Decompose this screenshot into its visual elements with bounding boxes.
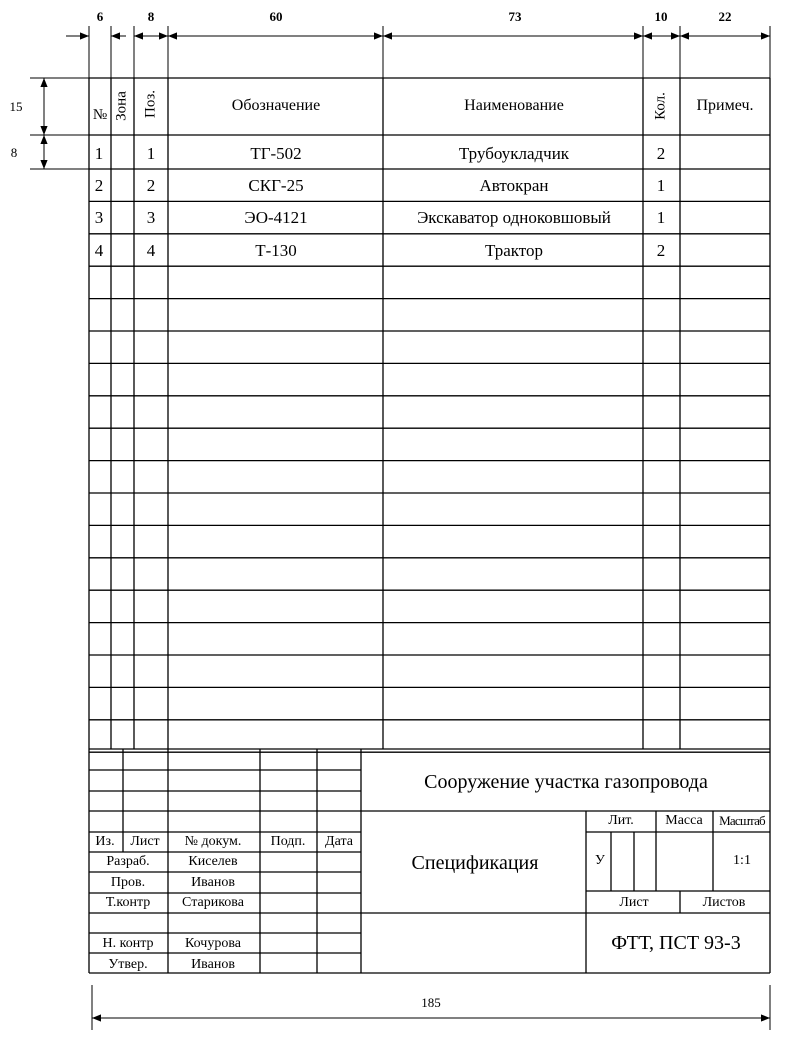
document-name: Спецификация bbox=[411, 852, 539, 874]
role-checker: Пров. bbox=[110, 875, 146, 890]
header-designation: Обозначение bbox=[231, 97, 321, 114]
row-1-designation: ТГ-502 bbox=[250, 144, 302, 163]
row-1-num: 1 bbox=[94, 144, 104, 163]
row-1-pos: 1 bbox=[146, 144, 156, 163]
person-developer: Киселев bbox=[188, 854, 238, 869]
col-sign-label: Подп. bbox=[270, 834, 306, 849]
scale-label: Масштаб bbox=[719, 813, 765, 828]
row-3-qty: 1 bbox=[656, 208, 666, 227]
dim-label-8: 8 bbox=[147, 9, 155, 24]
header-qty: Кол. bbox=[652, 92, 669, 120]
role-approver: Утвер. bbox=[108, 957, 148, 972]
col-date-label: Дата bbox=[325, 834, 353, 849]
row-4-qty: 2 bbox=[656, 241, 666, 260]
organization: ФТТ, ПСТ 93-3 bbox=[611, 932, 741, 954]
row-2-name: Автокран bbox=[479, 176, 549, 195]
dim-label-8-row: 8 bbox=[10, 145, 18, 160]
lit-value: У bbox=[595, 853, 605, 868]
row-2-designation: СКГ-25 bbox=[248, 176, 304, 195]
col-izm-label: Из. bbox=[95, 834, 115, 849]
role-developer: Разраб. bbox=[106, 854, 150, 869]
row-3-name: Экскаватор одноковшовый bbox=[417, 208, 611, 227]
sheet-label: Лист bbox=[619, 895, 649, 910]
dim-label-6: 6 bbox=[96, 9, 104, 24]
header-pos: Поз. bbox=[142, 89, 159, 119]
lit-label: Лит. bbox=[608, 813, 634, 828]
person-checker: Иванов bbox=[191, 875, 235, 890]
header-zone: Зона bbox=[113, 91, 130, 121]
col-docnum-label: № докум. bbox=[184, 834, 242, 849]
col-list-label: Лист bbox=[130, 834, 160, 849]
mass-label: Масса bbox=[665, 813, 703, 828]
row-4-designation: Т-130 bbox=[255, 241, 297, 260]
header-num: № bbox=[92, 107, 108, 123]
row-2-pos: 2 bbox=[146, 176, 156, 195]
dim-label-73: 73 bbox=[508, 9, 522, 24]
header-note: Примеч. bbox=[696, 97, 754, 114]
row-3-designation: ЭО-4121 bbox=[244, 208, 308, 227]
row-4-pos: 4 bbox=[146, 241, 156, 260]
dim-label-60: 60 bbox=[269, 9, 283, 24]
row-4-num: 4 bbox=[94, 241, 104, 260]
row-4-name: Трактор bbox=[484, 241, 544, 260]
person-tech-control: Старикова bbox=[182, 895, 244, 910]
row-1-qty: 2 bbox=[656, 144, 666, 163]
row-2-qty: 1 bbox=[656, 176, 666, 195]
project-title: Сооружение участка газопровода bbox=[424, 771, 708, 793]
dim-label-185: 185 bbox=[421, 995, 441, 1010]
sheets-label: Листов bbox=[702, 895, 746, 910]
scale-value: 1:1 bbox=[733, 853, 751, 868]
row-2-num: 2 bbox=[94, 176, 104, 195]
header-name: Наименование bbox=[464, 97, 564, 114]
role-tech-control: Т.контр bbox=[105, 895, 151, 910]
dim-label-10: 10 bbox=[654, 9, 668, 24]
row-1-name: Трубоукладчик bbox=[458, 144, 570, 163]
dim-label-15: 15 bbox=[9, 99, 23, 114]
person-approver: Иванов bbox=[191, 957, 235, 972]
person-norm-control: Кочурова bbox=[185, 936, 241, 951]
dim-label-22: 22 bbox=[718, 9, 732, 24]
role-norm-control: Н. контр bbox=[102, 936, 154, 951]
row-3-pos: 3 bbox=[146, 208, 156, 227]
row-3-num: 3 bbox=[94, 208, 104, 227]
